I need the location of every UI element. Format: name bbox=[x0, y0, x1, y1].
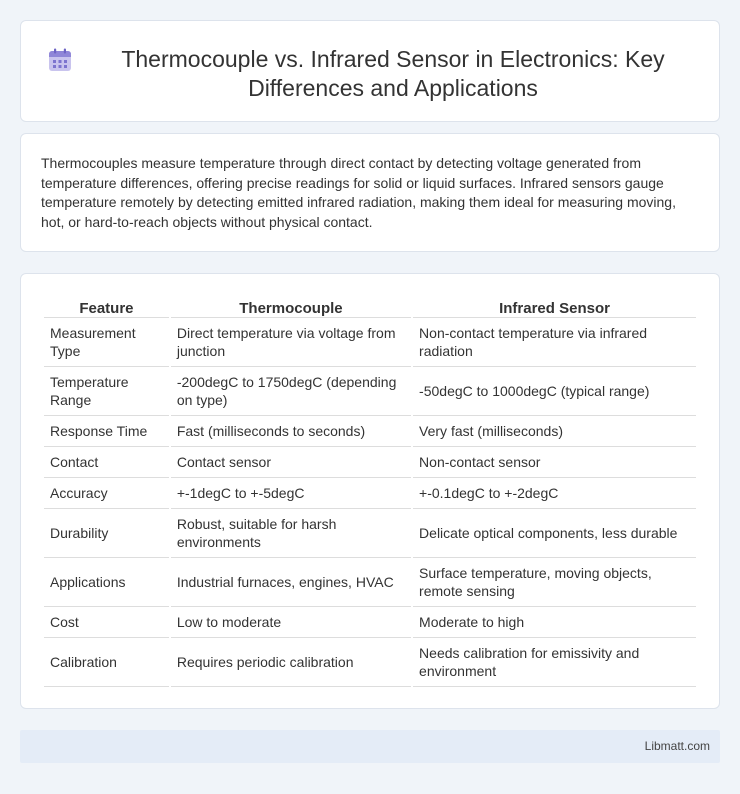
thermocouple-cell: Industrial furnaces, engines, HVAC bbox=[171, 558, 411, 607]
footer bbox=[20, 730, 720, 763]
table-row bbox=[44, 638, 696, 687]
comparison-card bbox=[20, 273, 720, 709]
infrared-cell: +-0.1degC to +-2degC bbox=[413, 478, 696, 509]
table-row bbox=[44, 509, 696, 558]
comparison-table bbox=[42, 295, 698, 687]
thermocouple-cell: Fast (milliseconds to seconds) bbox=[171, 416, 411, 447]
feature-cell: Calibration bbox=[44, 638, 169, 687]
infrared-cell: Needs calibration for emissivity and environment bbox=[413, 638, 696, 687]
table-row bbox=[44, 416, 696, 447]
thermocouple-cell: +-1degC to +-5degC bbox=[171, 478, 411, 509]
column-header-thermocouple: Thermocouple bbox=[171, 295, 411, 318]
feature-cell: Measurement Type bbox=[44, 318, 169, 367]
infrared-cell: Moderate to high bbox=[413, 607, 696, 638]
intro-paragraph: Thermocouples measure temperature through direct contact by detecting voltage generated from temperature differences, offering precise readings for solid or liquid surfaces. Infrared sensors gauge temperature remotely by detecting emitted infrared radiation, making them ideal for measuring moving, hot, or hard-to-reach objects without physical contact. bbox=[41, 155, 676, 230]
table-row bbox=[44, 558, 696, 607]
intro-card bbox=[20, 133, 720, 252]
thermocouple-cell: -200degC to 1750degC (depending on type) bbox=[171, 367, 411, 416]
feature-cell: Cost bbox=[44, 607, 169, 638]
thermocouple-cell: Contact sensor bbox=[171, 447, 411, 478]
table-row bbox=[44, 367, 696, 416]
thermocouple-cell: Low to moderate bbox=[171, 607, 411, 638]
thermocouple-cell: Requires periodic calibration bbox=[171, 638, 411, 687]
calendar-icon bbox=[47, 47, 73, 73]
footer-site-name[interactable]: Libmatt.com bbox=[644, 739, 710, 753]
feature-cell: Durability bbox=[44, 509, 169, 558]
infrared-cell: Surface temperature, moving objects, remote sensing bbox=[413, 558, 696, 607]
column-header-infrared: Infrared Sensor bbox=[413, 295, 696, 318]
thermocouple-cell: Robust, suitable for harsh environments bbox=[171, 509, 411, 558]
table-row bbox=[44, 607, 696, 638]
feature-cell: Temperature Range bbox=[44, 367, 169, 416]
column-header-feature: Feature bbox=[44, 295, 169, 318]
feature-cell: Applications bbox=[44, 558, 169, 607]
feature-cell: Contact bbox=[44, 447, 169, 478]
table-row bbox=[44, 318, 696, 367]
infrared-cell: Non-contact temperature via infrared radiation bbox=[413, 318, 696, 367]
feature-cell: Response Time bbox=[44, 416, 169, 447]
infrared-cell: Delicate optical components, less durable bbox=[413, 509, 696, 558]
table-header-row bbox=[44, 295, 696, 318]
thermocouple-cell: Direct temperature via voltage from junction bbox=[171, 318, 411, 367]
title-card bbox=[20, 20, 720, 122]
table-row bbox=[44, 478, 696, 509]
infrared-cell: -50degC to 1000degC (typical range) bbox=[413, 367, 696, 416]
feature-cell: Accuracy bbox=[44, 478, 169, 509]
table-row bbox=[44, 447, 696, 478]
infrared-cell: Very fast (milliseconds) bbox=[413, 416, 696, 447]
infrared-cell: Non-contact sensor bbox=[413, 447, 696, 478]
page-title: Thermocouple vs. Infrared Sensor in Electronics: Key Differences and Applications bbox=[121, 46, 665, 101]
